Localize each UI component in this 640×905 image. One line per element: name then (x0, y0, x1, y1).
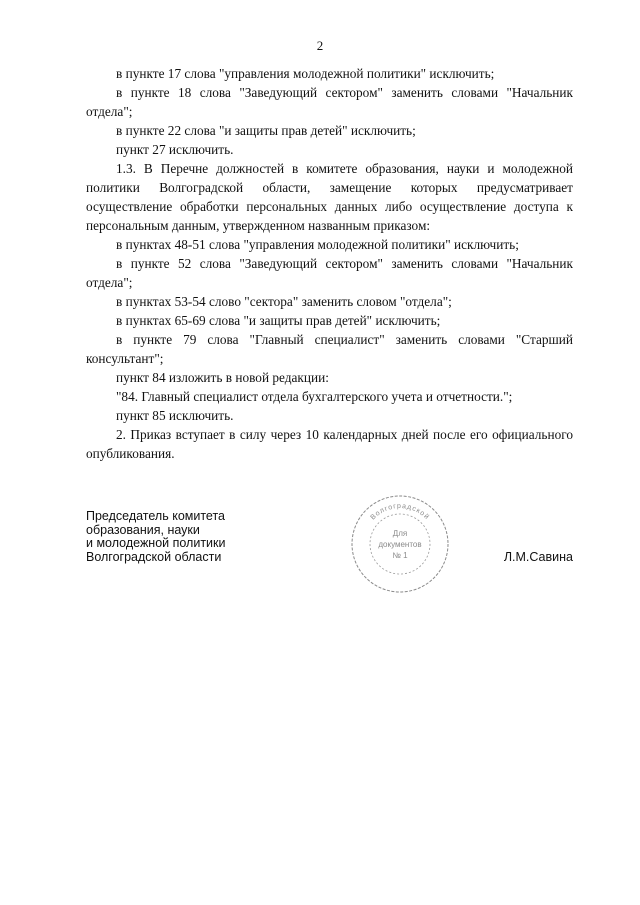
page-number: 2 (316, 38, 324, 53)
paragraph: в пунктах 65-69 слова "и защиты прав детей" исключить; (116, 313, 441, 328)
paragraph: 1.3. В Перечне должностей в комитете образования, науки и молодежной политики Волгоградской области, замещение которых предусматривает осуществление обработки персональных данных либо осуществление доступа к персональным данным, утвержденном названным приказом: (86, 161, 573, 233)
signer-title (86, 510, 286, 564)
paragraph: в пунктах 53-54 слово "сектора" заменить словом "отдела"; (116, 294, 452, 309)
signer-title-line: образования, науки (86, 522, 200, 537)
paragraph: пункт 84 изложить в новой редакции: (116, 370, 329, 385)
paragraph: "84. Главный специалист отдела бухгалтерского учета и отчетности."; (116, 389, 513, 404)
paragraph: в пункте 79 слова "Главный специалист" заменить словами "Старший консультант"; (86, 332, 573, 366)
signer-title-line: Председатель комитета (86, 509, 226, 523)
paragraph: в пункте 18 слова "Заведующий сектором" заменить словами "Начальник отдела"; (86, 85, 573, 119)
paragraph: в пунктах 48-51 слова "управления молодежной политики" исключить; (116, 237, 519, 252)
stamp-seal (348, 492, 452, 596)
paragraph: пункт 27 исключить. (116, 142, 234, 157)
stamp-center-line: Для (392, 529, 408, 538)
document-body (86, 64, 573, 463)
stamp-ring-text: Волгоградской (369, 502, 431, 522)
paragraph: в пункте 52 слова "Заведующий сектором" заменить словами "Начальник отдела"; (86, 256, 573, 290)
signer-title-line: и молодежной политики (86, 536, 226, 550)
signer-name: Л.М.Савина (503, 550, 573, 564)
paragraph: 2. Приказ вступает в силу через 10 календарных дней после его официального опубликования. (86, 427, 573, 461)
paragraph: в пункте 17 слова "управления молодежной политики" исключить; (116, 66, 495, 81)
signer-title-line: Волгоградской области (86, 549, 222, 564)
stamp-center-line: № 1 (392, 551, 408, 560)
signature-block (86, 502, 573, 620)
stamp-center-line: документов (378, 540, 422, 549)
paragraph: в пункте 22 слова "и защиты прав детей" исключить; (116, 123, 416, 138)
paragraph: пункт 85 исключить. (116, 408, 234, 423)
